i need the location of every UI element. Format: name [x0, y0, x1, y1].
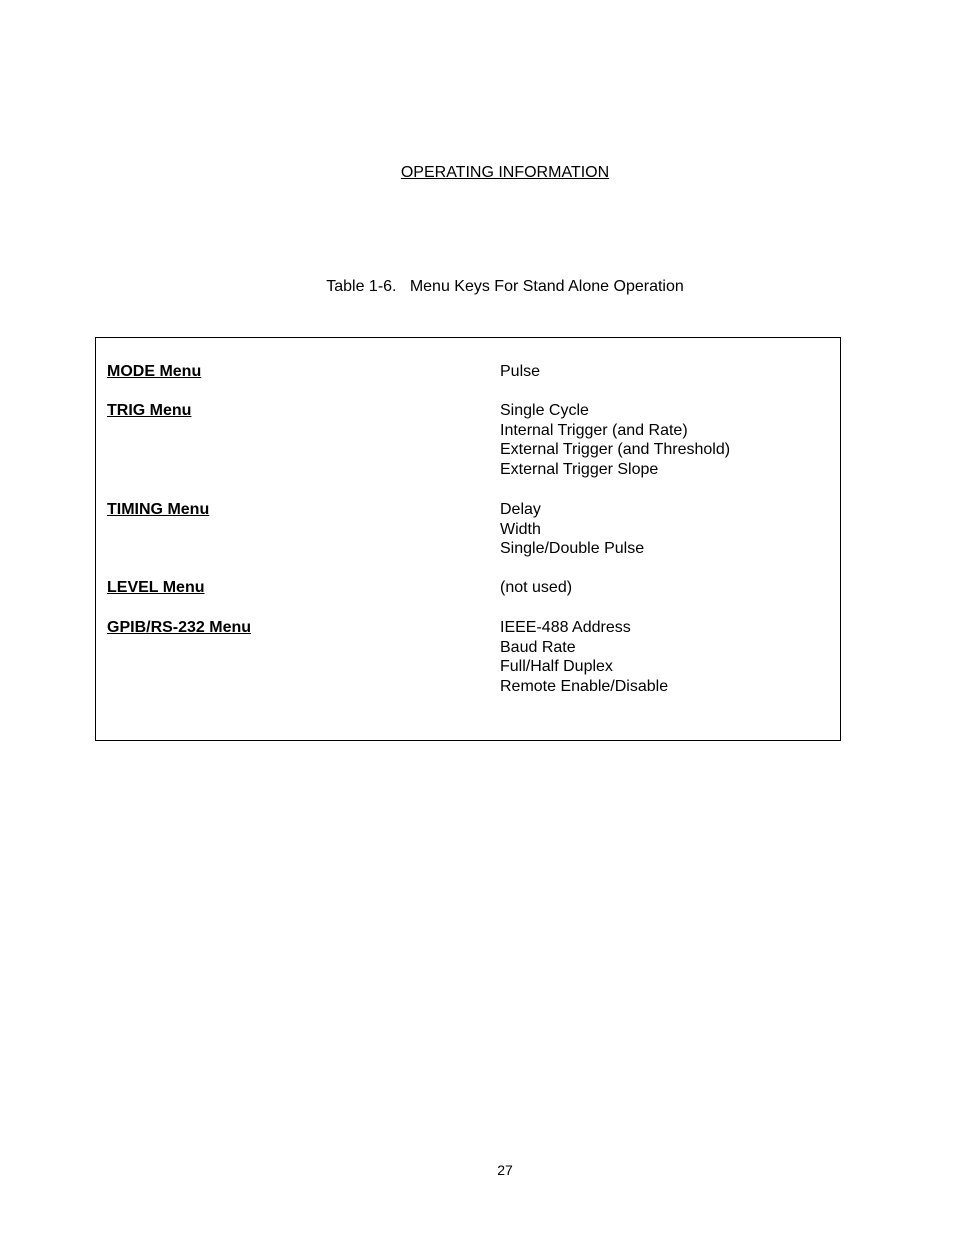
menu-item: Baud Rate [500, 638, 576, 656]
menu-item: IEEE-488 Address [500, 619, 631, 636]
menu-item: Remote Enable/Disable [500, 677, 669, 695]
menu-items-timing [500, 500, 644, 559]
menu-items-trig [500, 401, 730, 479]
menu-item: (not used) [500, 579, 573, 596]
menu-name-mode: MODE Menu [107, 363, 202, 380]
menu-name-level: LEVEL Menu [107, 579, 205, 596]
menu-item: Width [500, 520, 541, 538]
table-caption: Table 1-6. Menu Keys For Stand Alone Operation [326, 278, 684, 295]
menu-item: External Trigger Slope [500, 460, 659, 478]
menu-keys-table [95, 337, 841, 741]
menu-item: Single/Double Pulse [500, 540, 645, 558]
menu-item: External Trigger (and Threshold) [500, 441, 731, 459]
menu-item: Internal Trigger (and Rate) [500, 421, 688, 439]
menu-item: Pulse [500, 363, 541, 380]
page-number: 27 [497, 1162, 513, 1178]
menu-name-timing: TIMING Menu [107, 501, 210, 518]
section-title: OPERATING INFORMATION [400, 164, 610, 181]
menu-items-mode [500, 362, 540, 382]
menu-name-trig: TRIG Menu [107, 402, 192, 419]
menu-name-gpib: GPIB/RS-232 Menu [107, 619, 252, 636]
menu-item: Delay [500, 501, 541, 518]
menu-items-level [500, 578, 572, 598]
menu-items-gpib [500, 618, 668, 696]
menu-item: Single Cycle [500, 402, 589, 419]
menu-item: Full/Half Duplex [500, 658, 613, 676]
